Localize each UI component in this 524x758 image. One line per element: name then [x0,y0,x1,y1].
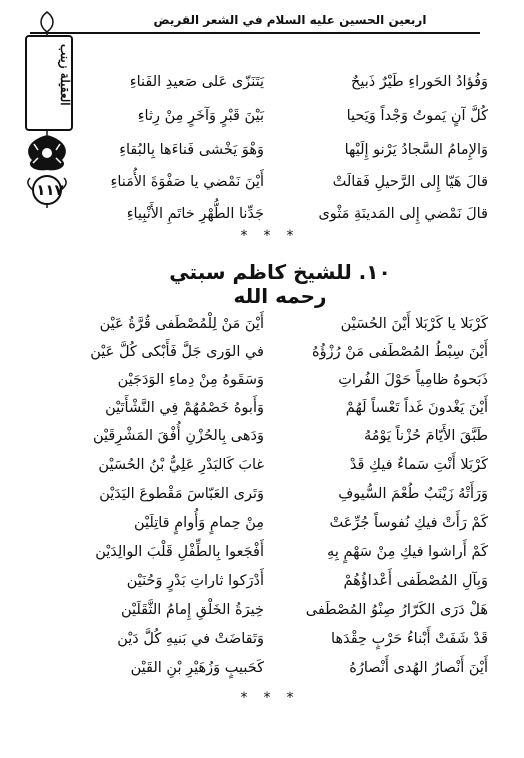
verse-left: أَفْجَعوا بِالطِّفْلِ قَلْبَ الوالِدَيْن [95,544,264,560]
verse-right: أَيْنَ أَنْصارُ الهُدى أَنْصارُهُ [349,660,488,676]
verse-right: طَبَّقَ الأَيّامَ حُزْناً يَوْمُهُ [363,428,488,444]
calligraphy-logo: العقيلة زينب [58,44,72,106]
verse-left: وَسَقَوهُ مِنْ دِماءِ الوَدَجَيْن [117,372,264,388]
verse-right: كَرْبَلا أَنْتِ سَماءٌ فيكِ قَدْ [349,457,488,473]
verse-right: ذَبَحوهُ ظامِياً حَوْلَ الفُراتِ [338,372,488,388]
end-divider-stars: *** [240,690,310,706]
verse-left: أَدْرَكوا ثاراتِ بَدْرٍ وَحُنَيْن [126,573,264,589]
verse-left: أَيْنَ نَمْضي يا صَفْوَةَ الأُمَناءِ [110,174,264,190]
verse-left: كَحَبيبٍ وَزُهَيْرِ بْنِ القَيْن [130,660,264,676]
verse-left: وَدَهى بِالحُزْنِ أُفْقَ المَشْرِقَيْن [92,428,264,444]
verse-right: وَبِآلِ المُصْطَفى أَعْداؤُهُمْ [343,573,488,589]
verse-right: كُلَّ آنٍ يَموتُ وَجْداً وَيَحيا [346,108,488,124]
verse-left: جَدِّنا الطُّهْرِ خاتَمِ الأَنْبِياءِ [126,206,264,222]
verse-right: هَلْ دَرَى الكَرّارُ صِنْوُ المُصْطَفى [305,602,488,618]
section-divider-stars: *** [240,228,310,244]
verse-left: وَتَرى العَبّاسَ مَقْطوعَ اليَدَيْن [99,486,264,502]
verse-left: وَتَقاضَتْ في بَنيهِ كُلَّ دَيْن [117,631,264,647]
verse-right: كَمْ أَراشوا فيكِ مِنْ سَهْمٍ بِهِ [327,544,488,560]
verse-right: وَرَأَتْهُ زَيْنَبٌ طُعْمَ السُّيوفِ [338,486,488,502]
verse-right: قالَ نَمْضي إِلى المَدينَةِ مَثْوى [318,206,488,222]
verse-left: في الوَرى جَلَّ فَأَبْكى كُلَّ عَيْن [90,344,264,360]
verse-right: كَمْ رَأَتْ فيكِ نُفوساً جُرِّعَتْ [329,515,488,531]
verse-right: كَرْبَلا يا كَرْبَلا أَيْنَ الحُسَيْن [340,316,488,332]
verse-left: بَيْنَ قَبْرٍ وَآخَرٍ مِنْ رِثاءِ [137,108,264,124]
verse-right: قَدْ شَفَتْ أَبْناءُ حَرْبٍ حِقْدَها [331,631,488,647]
verse-right: وَفُؤادُ الحَوراءِ طَيْرٌ ذَبيحٌ [350,74,488,90]
verse-left: وَأَبوهُ خَصْمُهُمْ فِي النَّشْأَتَيْن [105,400,264,416]
verse-left: مِنْ حِمامٍ وَأُوامٍ قاتِلَيْن [133,515,264,531]
page-number: ١١٧ [36,181,64,199]
section-heading: ١٠. للشيخ كاظم سبتي رحمه الله [169,260,391,308]
verse-right: قالَ هَيّا إِلى الرَّحيلِ فَقالَتْ [332,174,488,190]
verse-left: وَهْوَ يَخْشى فَناءَها بِالبُقاءِ [119,142,264,158]
verse-left: يَتَنَزّى عَلى صَعيدِ الفَناءِ [129,74,264,90]
verse-right: أَيْنَ سِبْطُ المُصْطَفى مَنْ رُزْؤُهُ [312,344,488,360]
verse-right: أَيْنَ يَغْدونَ غَداً تَعْساً لَهُمْ [345,400,488,416]
header-rule [30,32,480,34]
verse-left: غابَ كَالبَدْرِ عَلِيُّ بْنُ الحُسَيْن [98,457,264,473]
running-header: اربعين الحسين عليه السلام في الشعر القريض [153,13,427,27]
verse-right: وَالإِمامُ السَّجادُ يَرْنو إِلَيْها [344,142,488,158]
verse-left: خِيرَةُ الخَلْقِ إِمامُ الثَّقَلَيْن [120,602,264,618]
verse-left: أَيْنَ مَنْ لِلْمُصْطَفى قُرَّةُ عَيْن [99,316,264,332]
